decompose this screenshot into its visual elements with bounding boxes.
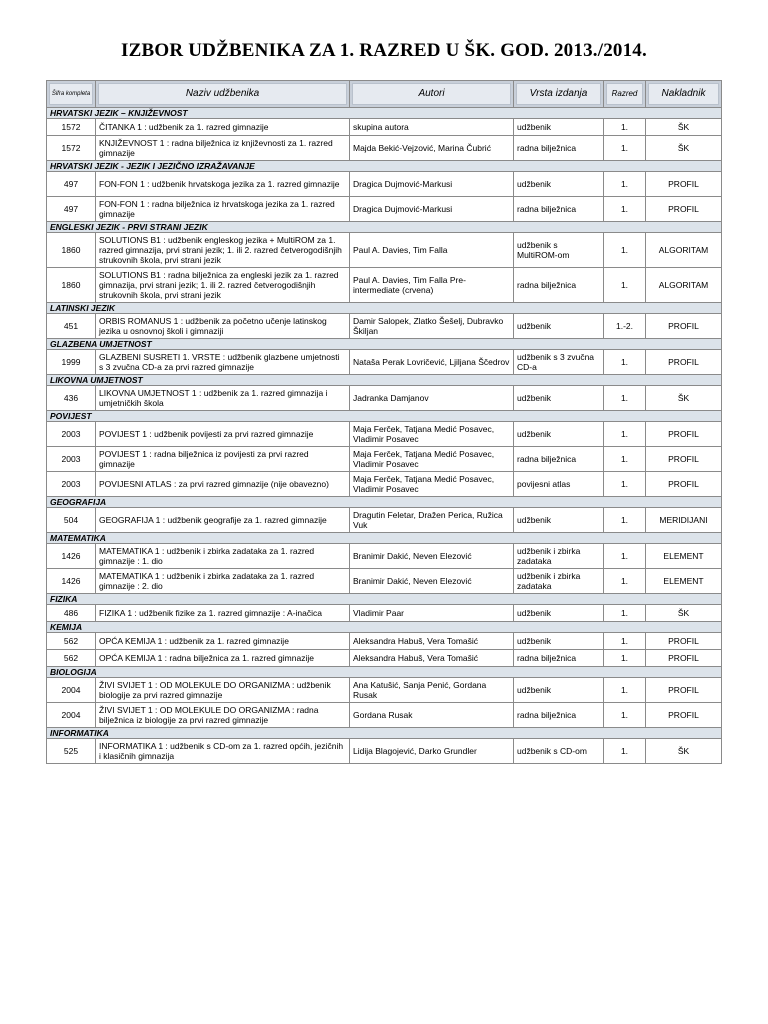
cell-nakladnik: ALGORITAM (646, 233, 722, 268)
cell-razred: 1. (604, 605, 646, 622)
cell-autori: Branimir Dakić, Neven Elezović (350, 544, 514, 569)
section-title: GLAZBENA UMJETNOST (47, 339, 722, 350)
cell-vrsta: radna bilježnica (514, 268, 604, 303)
cell-autori: Damir Salopek, Zlatko Šešelj, Dubravko Škiljan (350, 314, 514, 339)
cell-naziv: SOLUTIONS B1 : radna bilježnica za engleski jezik za 1. razred gimnazija, prvi strani jezik; 1. ili 2. razred četverogodišnjih strukovnih škola, prvi strani jezik (96, 268, 350, 303)
section-title: POVIJEST (47, 411, 722, 422)
cell-nakladnik: PROFIL (646, 678, 722, 703)
cell-nakladnik: ALGORITAM (646, 268, 722, 303)
cell-razred: 1. (604, 136, 646, 161)
table-row (47, 268, 722, 303)
table-row (47, 472, 722, 497)
cell-sifra: 1572 (47, 119, 96, 136)
section-header (47, 339, 722, 350)
section-title: INFORMATIKA (47, 728, 722, 739)
cell-autori: Aleksandra Habuš, Vera Tomašić (350, 633, 514, 650)
cell-razred: 1. (604, 350, 646, 375)
cell-razred: 1. (604, 472, 646, 497)
section-header (47, 497, 722, 508)
cell-nakladnik: PROFIL (646, 172, 722, 197)
cell-autori: Paul A. Davies, Tim Falla Pre-intermediate (crvena) (350, 268, 514, 303)
section-title: LIKOVNA UMJETNOST (47, 375, 722, 386)
cell-razred: 1. (604, 386, 646, 411)
section-title: FIZIKA (47, 594, 722, 605)
col-header-razred: Razred (604, 81, 646, 108)
table-row (47, 422, 722, 447)
cell-sifra: 1572 (47, 136, 96, 161)
cell-autori: Dragica Dujmović-Markusi (350, 197, 514, 222)
cell-sifra: 1860 (47, 268, 96, 303)
cell-vrsta: udžbenik (514, 605, 604, 622)
cell-vrsta: radna bilježnica (514, 136, 604, 161)
cell-razred: 1. (604, 739, 646, 764)
cell-autori: Nataša Perak Lovričević, Ljiljana Ščedrov (350, 350, 514, 375)
cell-naziv: GLAZBENI SUSRETI 1. VRSTE : udžbenik glazbene umjetnosti s 3 zvučna CD-a za prvi razred gimnazije (96, 350, 350, 375)
section-title: GEOGRAFIJA (47, 497, 722, 508)
table-row (47, 197, 722, 222)
cell-vrsta: udžbenik (514, 172, 604, 197)
cell-nakladnik: ŠK (646, 119, 722, 136)
cell-nakladnik: PROFIL (646, 447, 722, 472)
cell-naziv: MATEMATIKA 1 : udžbenik i zbirka zadataka za 1. razred gimnazije : 2. dio (96, 569, 350, 594)
cell-sifra: 562 (47, 633, 96, 650)
cell-autori: Maja Ferček, Tatjana Medić Posavec, Vladimir Posavec (350, 422, 514, 447)
cell-autori: Dragutin Feletar, Dražen Perica, Ružica Vuk (350, 508, 514, 533)
cell-nakladnik: PROFIL (646, 197, 722, 222)
cell-naziv: OPĆA KEMIJA 1 : udžbenik za 1. razred gimnazije (96, 633, 350, 650)
cell-naziv: INFORMATIKA 1 : udžbenik s CD-om za 1. razred općih, jezičnih i klasičnih gimnazija (96, 739, 350, 764)
cell-vrsta: udžbenik (514, 678, 604, 703)
cell-nakladnik: PROFIL (646, 422, 722, 447)
cell-vrsta: udžbenik (514, 508, 604, 533)
cell-razred: 1. (604, 650, 646, 667)
cell-razred: 1. (604, 233, 646, 268)
cell-sifra: 504 (47, 508, 96, 533)
cell-sifra: 1999 (47, 350, 96, 375)
cell-autori: Majda Bekić-Vejzović, Marina Čubrić (350, 136, 514, 161)
cell-razred: 1. (604, 544, 646, 569)
cell-vrsta: radna bilježnica (514, 703, 604, 728)
cell-sifra: 436 (47, 386, 96, 411)
section-title: LATINSKI JEZIK (47, 303, 722, 314)
table-body (47, 108, 722, 764)
cell-sifra: 2003 (47, 447, 96, 472)
cell-naziv: ORBIS ROMANUS 1 : udžbenik za početno učenje latinskog jezika u osnovnoj školi i gimnaziji (96, 314, 350, 339)
table-row (47, 544, 722, 569)
cell-nakladnik: ELEMENT (646, 569, 722, 594)
cell-autori: Aleksandra Habuš, Vera Tomašić (350, 650, 514, 667)
textbook-table (46, 80, 722, 764)
table-row (47, 447, 722, 472)
cell-razred: 1. (604, 172, 646, 197)
cell-naziv: FIZIKA 1 : udžbenik fizike za 1. razred gimnazije : A-inačica (96, 605, 350, 622)
cell-vrsta: udžbenik s CD-om (514, 739, 604, 764)
cell-naziv: SOLUTIONS B1 : udžbenik engleskog jezika + MultiROM za 1. razred gimnazija, prvi strani jezik; 1. ili 2. razred četverogodišnjih strukovnih škola, prvi strani jezik (96, 233, 350, 268)
section-title: BIOLOGIJA (47, 667, 722, 678)
cell-razred: 1. (604, 422, 646, 447)
cell-vrsta: udžbenik (514, 633, 604, 650)
section-header (47, 411, 722, 422)
cell-nakladnik: PROFIL (646, 350, 722, 375)
cell-vrsta: udžbenik (514, 119, 604, 136)
table-row (47, 678, 722, 703)
table-row (47, 386, 722, 411)
cell-autori: Jadranka Damjanov (350, 386, 514, 411)
cell-sifra: 2004 (47, 703, 96, 728)
cell-sifra: 2003 (47, 472, 96, 497)
cell-vrsta: udžbenik s 3 zvučna CD-a (514, 350, 604, 375)
cell-autori: Gordana Rusak (350, 703, 514, 728)
cell-nakladnik: PROFIL (646, 633, 722, 650)
section-header (47, 667, 722, 678)
cell-vrsta: udžbenik (514, 386, 604, 411)
cell-nakladnik: PROFIL (646, 650, 722, 667)
cell-naziv: KNJIŽEVNOST 1 : radna bilježnica iz književnosti za 1. razred gimnazije (96, 136, 350, 161)
cell-sifra: 1426 (47, 569, 96, 594)
table-row (47, 119, 722, 136)
cell-vrsta: radna bilježnica (514, 197, 604, 222)
cell-vrsta: udžbenik (514, 314, 604, 339)
cell-sifra: 562 (47, 650, 96, 667)
cell-nakladnik: MERIDIJANI (646, 508, 722, 533)
cell-sifra: 497 (47, 172, 96, 197)
col-header-nakladnik: Nakladnik (646, 81, 722, 108)
cell-autori: Branimir Dakić, Neven Elezović (350, 569, 514, 594)
cell-razred: 1. (604, 569, 646, 594)
section-title: KEMIJA (47, 622, 722, 633)
cell-autori: Maja Ferček, Tatjana Medić Posavec, Vladimir Posavec (350, 447, 514, 472)
cell-autori: Vladimir Paar (350, 605, 514, 622)
cell-autori: Ana Katušić, Sanja Penić, Gordana Rusak (350, 678, 514, 703)
table-row (47, 739, 722, 764)
cell-nakladnik: ELEMENT (646, 544, 722, 569)
cell-vrsta: radna bilježnica (514, 650, 604, 667)
table-row (47, 136, 722, 161)
cell-naziv: GEOGRAFIJA 1 : udžbenik geografije za 1. razred gimnazije (96, 508, 350, 533)
cell-razred: 1. (604, 447, 646, 472)
cell-nakladnik: ŠK (646, 739, 722, 764)
cell-autori: skupina autora (350, 119, 514, 136)
cell-sifra: 1860 (47, 233, 96, 268)
col-header-vrsta: Vrsta izdanja (514, 81, 604, 108)
section-title: HRVATSKI JEZIK - JEZIK I JEZIČNO IZRAŽAVANJE (47, 161, 722, 172)
cell-autori: Dragica Dujmović-Markusi (350, 172, 514, 197)
cell-nakladnik: ŠK (646, 605, 722, 622)
cell-razred: 1. (604, 197, 646, 222)
section-title: MATEMATIKA (47, 533, 722, 544)
cell-sifra: 525 (47, 739, 96, 764)
section-header (47, 622, 722, 633)
section-header (47, 222, 722, 233)
cell-razred: 1. (604, 678, 646, 703)
cell-naziv: ČITANKA 1 : udžbenik za 1. razred gimnazije (96, 119, 350, 136)
table-row (47, 605, 722, 622)
cell-naziv: FON-FON 1 : radna bilježnica iz hrvatskoga jezika za 1. razred gimnazije (96, 197, 350, 222)
cell-razred: 1. (604, 268, 646, 303)
cell-vrsta: povijesni atlas (514, 472, 604, 497)
cell-naziv: OPĆA KEMIJA 1 : radna bilježnica za 1. razred gimnazije (96, 650, 350, 667)
cell-sifra: 2004 (47, 678, 96, 703)
table-row (47, 172, 722, 197)
table-row (47, 569, 722, 594)
section-header (47, 108, 722, 119)
cell-nakladnik: PROFIL (646, 314, 722, 339)
cell-naziv: POVIJEST 1 : radna bilježnica iz povijesti za prvi razred gimnazije (96, 447, 350, 472)
table-row (47, 508, 722, 533)
cell-naziv: FON-FON 1 : udžbenik hrvatskoga jezika za 1. razred gimnazije (96, 172, 350, 197)
page-title: IZBOR UDŽBENIKA ZA 1. RAZRED U ŠK. GOD. 2013./2014. (121, 40, 647, 61)
section-title: ENGLESKI JEZIK - PRVI STRANI JEZIK (47, 222, 722, 233)
col-header-naziv: Naziv udžbenika (96, 81, 350, 108)
cell-autori: Paul A. Davies, Tim Falla (350, 233, 514, 268)
cell-razred: 1. (604, 703, 646, 728)
cell-vrsta: udžbenik (514, 422, 604, 447)
section-title: HRVATSKI JEZIK – KNJIŽEVNOST (47, 108, 722, 119)
cell-nakladnik: ŠK (646, 136, 722, 161)
cell-naziv: POVIJESNI ATLAS : za prvi razred gimnazije (nije obavezno) (96, 472, 350, 497)
cell-naziv: POVIJEST 1 : udžbenik povijesti za prvi razred gimnazije (96, 422, 350, 447)
table-row (47, 350, 722, 375)
col-header-sifra: Šifra kompleta (47, 81, 96, 108)
table-row (47, 633, 722, 650)
cell-naziv: LIKOVNA UMJETNOST 1 : udžbenik za 1. razred gimnazija i umjetničkih škola (96, 386, 350, 411)
cell-vrsta: udžbenik i zbirka zadataka (514, 569, 604, 594)
section-header (47, 161, 722, 172)
table-row (47, 233, 722, 268)
cell-vrsta: udžbenik s MultiROM-om (514, 233, 604, 268)
table-row (47, 650, 722, 667)
cell-naziv: ŽIVI SVIJET 1 : OD MOLEKULE DO ORGANIZMA : radna bilježnica iz biologije za prvi razred gimnazije (96, 703, 350, 728)
section-header (47, 303, 722, 314)
cell-nakladnik: PROFIL (646, 703, 722, 728)
cell-nakladnik: PROFIL (646, 472, 722, 497)
table-header-row (47, 81, 722, 108)
cell-sifra: 2003 (47, 422, 96, 447)
cell-sifra: 451 (47, 314, 96, 339)
section-header (47, 728, 722, 739)
cell-autori: Maja Ferček, Tatjana Medić Posavec, Vladimir Posavec (350, 472, 514, 497)
cell-naziv: ŽIVI SVIJET 1 : OD MOLEKULE DO ORGANIZMA : udžbenik biologije za prvi razred gimnazije (96, 678, 350, 703)
section-header (47, 594, 722, 605)
section-header (47, 533, 722, 544)
table-row (47, 314, 722, 339)
cell-sifra: 497 (47, 197, 96, 222)
cell-sifra: 486 (47, 605, 96, 622)
cell-razred: 1.-2. (604, 314, 646, 339)
section-header (47, 375, 722, 386)
cell-sifra: 1426 (47, 544, 96, 569)
cell-vrsta: radna bilježnica (514, 447, 604, 472)
cell-razred: 1. (604, 633, 646, 650)
cell-autori: Lidija Blagojević, Darko Grundler (350, 739, 514, 764)
cell-naziv: MATEMATIKA 1 : udžbenik i zbirka zadataka za 1. razred gimnazije : 1. dio (96, 544, 350, 569)
col-header-autori: Autori (350, 81, 514, 108)
cell-vrsta: udžbenik i zbirka zadataka (514, 544, 604, 569)
cell-razred: 1. (604, 119, 646, 136)
cell-razred: 1. (604, 508, 646, 533)
cell-nakladnik: ŠK (646, 386, 722, 411)
table-row (47, 703, 722, 728)
